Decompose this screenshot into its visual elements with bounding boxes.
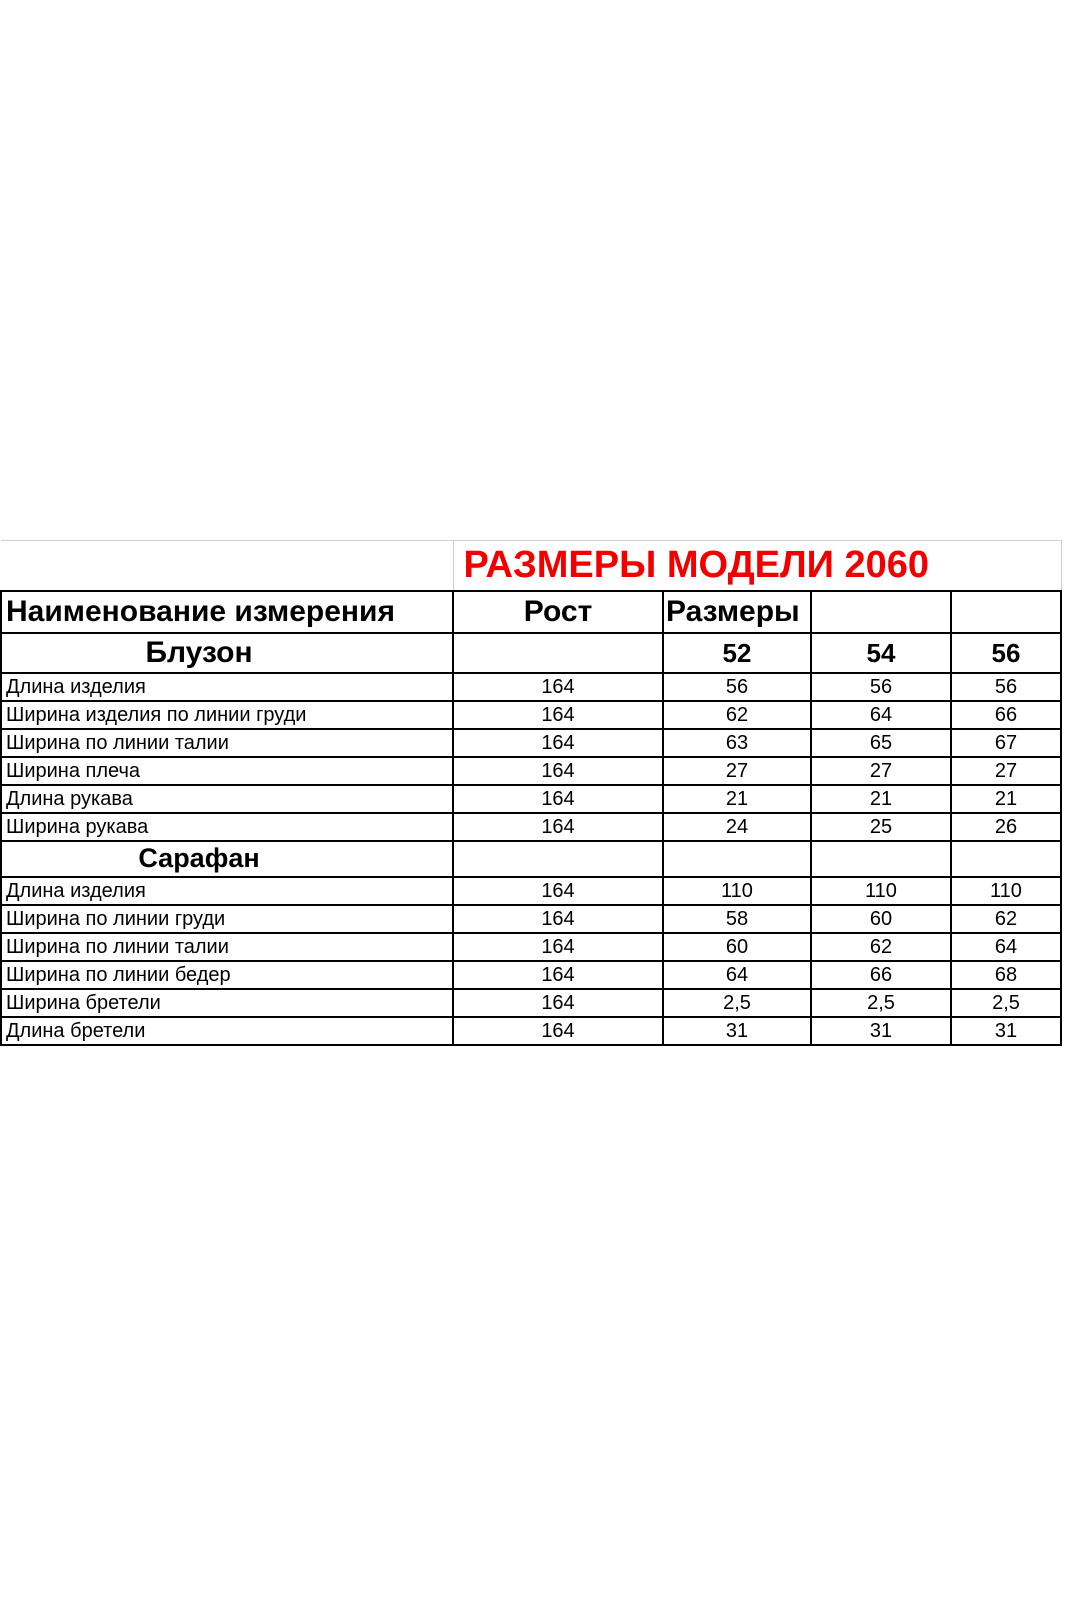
size-value: 64: [811, 701, 951, 729]
size-value: 21: [663, 785, 811, 813]
header-sizes: Размеры: [663, 591, 811, 633]
size-value: 56: [951, 673, 1061, 701]
measure-label: Ширина по линии груди: [1, 905, 453, 933]
measure-label: Ширина по линии бедер: [1, 961, 453, 989]
size-value: 31: [663, 1017, 811, 1045]
header-row: [1, 591, 1061, 633]
table-row: [1, 877, 1061, 905]
table-row: [1, 1017, 1061, 1045]
size-value: 27: [663, 757, 811, 785]
measure-label: Длина изделия: [1, 877, 453, 905]
table-row: [1, 757, 1061, 785]
size-value: 2,5: [951, 989, 1061, 1017]
section-row-sarafan: [1, 841, 1061, 877]
measure-label: Ширина по линии талии: [1, 729, 453, 757]
header-height: Рост: [453, 591, 663, 633]
height-value: 164: [453, 933, 663, 961]
table-title: РАЗМЕРЫ МОДЕЛИ 2060: [453, 541, 1061, 591]
measure-label: Ширина плеча: [1, 757, 453, 785]
size-value: 60: [811, 905, 951, 933]
height-value: 164: [453, 729, 663, 757]
height-value: 164: [453, 785, 663, 813]
size-value: 21: [811, 785, 951, 813]
height-value: 164: [453, 673, 663, 701]
height-value: 164: [453, 961, 663, 989]
size-value: 56: [663, 673, 811, 701]
table-row: [1, 905, 1061, 933]
section-empty-cell: [453, 633, 663, 673]
size-header: 54: [811, 633, 951, 673]
table-row: [1, 989, 1061, 1017]
section-empty-cell: [663, 841, 811, 877]
measure-label: Длина изделия: [1, 673, 453, 701]
size-value: 25: [811, 813, 951, 841]
section-name: Сарафан: [1, 841, 453, 877]
size-value: 63: [663, 729, 811, 757]
size-header: 52: [663, 633, 811, 673]
size-value: 26: [951, 813, 1061, 841]
header-empty-cell: [811, 591, 951, 633]
height-value: 164: [453, 813, 663, 841]
size-value: 62: [811, 933, 951, 961]
height-value: 164: [453, 989, 663, 1017]
title-blank-cell: [1, 541, 453, 591]
height-value: 164: [453, 701, 663, 729]
size-value: 110: [951, 877, 1061, 905]
size-value: 31: [811, 1017, 951, 1045]
size-value: 65: [811, 729, 951, 757]
table-row: [1, 701, 1061, 729]
table-row: [1, 729, 1061, 757]
height-value: 164: [453, 877, 663, 905]
size-value: 21: [951, 785, 1061, 813]
size-value: 27: [951, 757, 1061, 785]
size-value: 66: [811, 961, 951, 989]
size-value: 60: [663, 933, 811, 961]
size-header: 56: [951, 633, 1061, 673]
size-table: [0, 540, 1062, 1046]
measure-label: Ширина по линии талии: [1, 933, 453, 961]
measure-label: Длина бретели: [1, 1017, 453, 1045]
size-value: 68: [951, 961, 1061, 989]
size-value: 2,5: [811, 989, 951, 1017]
size-value: 67: [951, 729, 1061, 757]
size-value: 56: [811, 673, 951, 701]
section-empty-cell: [811, 841, 951, 877]
header-name: Наименование измерения: [1, 591, 453, 633]
measure-label: Длина рукава: [1, 785, 453, 813]
table-row: [1, 785, 1061, 813]
title-row: [1, 541, 1061, 591]
size-value: 58: [663, 905, 811, 933]
section-empty-cell: [951, 841, 1061, 877]
table-row: [1, 813, 1061, 841]
size-value: 31: [951, 1017, 1061, 1045]
header-empty-cell: [951, 591, 1061, 633]
height-value: 164: [453, 905, 663, 933]
table-row: [1, 673, 1061, 701]
table-row: [1, 933, 1061, 961]
size-value: 64: [951, 933, 1061, 961]
section-empty-cell: [453, 841, 663, 877]
size-value: 110: [811, 877, 951, 905]
height-value: 164: [453, 757, 663, 785]
measure-label: Ширина изделия по линии груди: [1, 701, 453, 729]
measure-label: Ширина рукава: [1, 813, 453, 841]
table-row: [1, 961, 1061, 989]
section-name: Блузон: [1, 633, 453, 673]
size-value: 64: [663, 961, 811, 989]
size-value: 24: [663, 813, 811, 841]
measure-label: Ширина бретели: [1, 989, 453, 1017]
size-value: 27: [811, 757, 951, 785]
size-value: 62: [951, 905, 1061, 933]
size-value: 66: [951, 701, 1061, 729]
size-value: 62: [663, 701, 811, 729]
size-value: 110: [663, 877, 811, 905]
size-value: 2,5: [663, 989, 811, 1017]
height-value: 164: [453, 1017, 663, 1045]
section-row-blouson: [1, 633, 1061, 673]
